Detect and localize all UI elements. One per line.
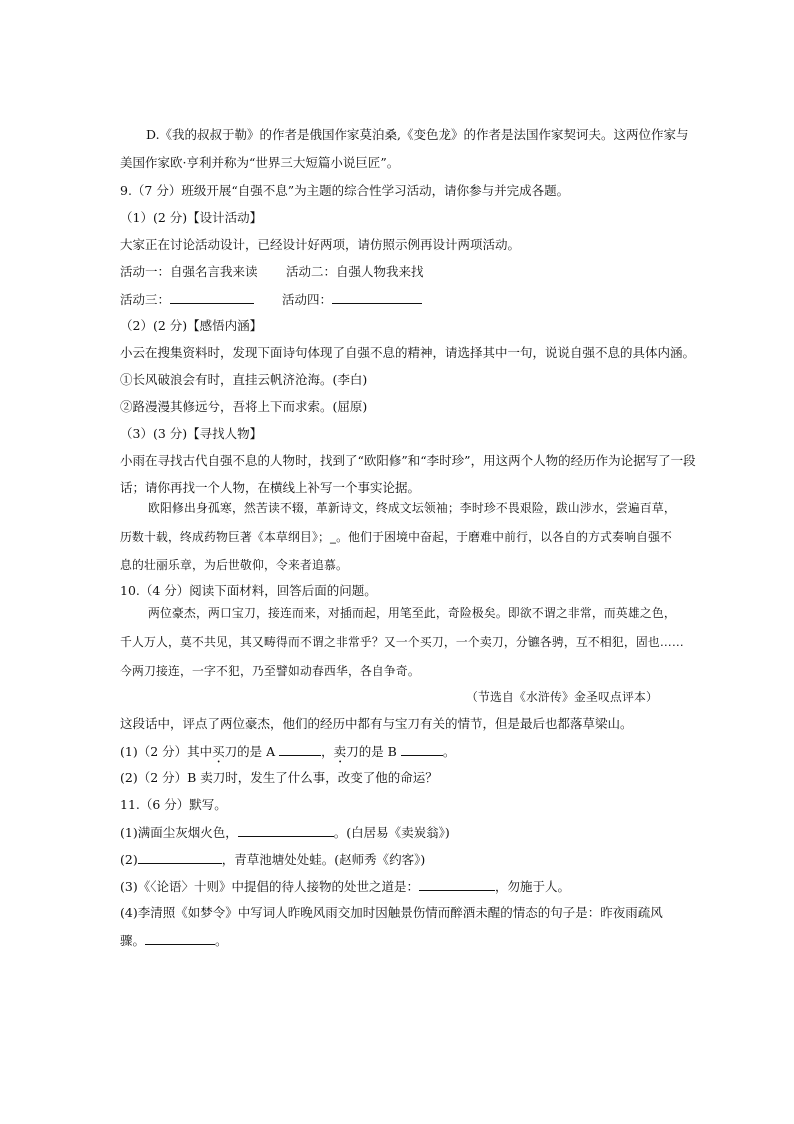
activity-4-label: 活动四： xyxy=(282,292,333,307)
argument-para-line3: 息的壮丽乐章，为后世敬仰，令来者追慕。 xyxy=(120,558,348,572)
activity-3-blank[interactable] xyxy=(170,291,254,304)
q9-part2-title: （2）(2 分)【感悟内涵】 xyxy=(120,318,263,333)
argument-para-line1: 欧阳修出身孤寒，然苦读不辍，革新诗文，终成文坛领袖；李时珍不畏艰险，跋山涉水，尝遍百草， xyxy=(148,501,676,515)
dictation-item-3 xyxy=(120,878,570,895)
sub1-text-a: (1)（2 分）其中 xyxy=(120,744,213,759)
activity-1: 活动一：自强名言我来读 xyxy=(120,264,258,279)
poem-1: ①长风破浪会有时，直挂云帆济沧海。(李白) xyxy=(120,372,368,387)
item2-blank[interactable] xyxy=(138,851,222,864)
material-line3: 今两刀接连，一字不犯，乃至譬如动春西华，各自争奇。 xyxy=(120,664,420,678)
q9-part2-desc: 小云在搜集资料时，发现下面诗句体现了自强不息的精神，请选择其中一句，说说自强不息的具体内涵。 xyxy=(120,345,696,360)
q9-part1-title: （1）(2 分)【设计活动】 xyxy=(120,210,263,225)
option-d-line2: 美国作家欧·亨利并称为“世界三大短篇小说巨匠”。 xyxy=(120,155,400,170)
q11-stem: 11.（6 分）默写。 xyxy=(120,797,227,812)
q9-part3-desc2: 话；请你再找一个人物，在横线上补写一个事实论据。 xyxy=(120,480,421,495)
item3-blank[interactable] xyxy=(419,878,495,891)
q9-stem: 9.（7 分）班级开展“自强不息”为主题的综合性学习活动，请你参与并完成各题。 xyxy=(120,183,570,198)
sub1-emphasis-sell: 卖 xyxy=(333,744,347,759)
item3-text-b: ，勿施于人。 xyxy=(494,879,570,894)
q9-part3-desc1: 小雨在寻找古代自强不息的人物时，找到了“欧阳修”和“李时珍”，用这两个人物的经历作为论据写了一段 xyxy=(120,453,696,468)
sub1-text-f: 刀的是 B xyxy=(346,744,397,759)
dictation-item-4-line2 xyxy=(120,932,228,949)
dictation-item-2 xyxy=(120,851,425,868)
item2-text-b: ，青草池塘处处蛙。(赵师秀《约客》) xyxy=(221,852,426,867)
item4-blank[interactable] xyxy=(145,932,215,945)
q10-sub2: (2)（2 分）B 卖刀时，发生了什么事，改变了他的命运？ xyxy=(120,770,438,785)
activity-2: 活动二：自强人物我来找 xyxy=(286,264,424,279)
item1-text-a: (1)满面尘灰烟火色， xyxy=(120,825,238,840)
item1-text-b: 。(白居易《卖炭翁》) xyxy=(333,825,450,840)
blank-b[interactable] xyxy=(401,743,443,756)
activity-4-blank[interactable] xyxy=(332,291,422,304)
activity-3 xyxy=(120,291,254,308)
item4-text-a: 骤。 xyxy=(120,933,146,948)
activity-3-label: 活动三： xyxy=(120,292,171,307)
poem-2: ②路漫漫其修远兮，吾将上下而求索。(屈原) xyxy=(120,399,368,414)
q10-sub1 xyxy=(120,743,455,766)
q9-part3-title: （3）(3 分)【寻找人物】 xyxy=(120,426,263,441)
option-d-line1: D.《我的叔叔于勒》的作者是俄国作家莫泊桑,《变色龙》的作者是法国作家契诃夫。这两位作家与 xyxy=(146,127,689,142)
sub1-text-c: 刀的是 A xyxy=(224,744,276,759)
material-source: （节选自《水浒传》金圣叹点评本） xyxy=(466,690,658,704)
material-line2: 千人万人，莫不共见，其又畴得而不谓之非常乎？又一个买刀，一个卖刀，分镳各骋，互不相犯，固也…… xyxy=(120,635,684,649)
sub1-text-g: 。 xyxy=(442,744,456,759)
blank-a[interactable] xyxy=(279,743,321,756)
q10-stem: 10.（4 分）阅读下面材料，回答后面的问题。 xyxy=(120,583,377,598)
item2-text-a: (2) xyxy=(120,852,138,867)
argument-para-line2: 历数十载，终成药物巨著《本草纲目》；_。他们于困境中奋起，于磨难中前行，以各自的方式奏响自强不 xyxy=(120,530,673,544)
dictation-item-4-line1: (4)李清照《如梦令》中写词人昨晚风雨交加时因触景伤情而醉酒未醒的情态的句子是：昨夜雨疏风 xyxy=(120,905,663,920)
item1-blank[interactable] xyxy=(238,824,334,837)
q10-desc: 这段话中，评点了两位豪杰，他们的经历中都有与宝刀有关的情节，但是最后也都落草梁山。 xyxy=(120,716,633,731)
item4-text-b: 。 xyxy=(215,933,228,948)
activity-4 xyxy=(282,291,422,308)
q9-part1-desc: 大家正在讨论活动设计，已经设计好两项，请仿照示例再设计两项活动。 xyxy=(120,237,521,252)
item3-text-a: (3)《〈论语〉十则》中提倡的待人接物的处世之道是： xyxy=(120,879,419,894)
sub1-emphasis-buy: 买 xyxy=(212,744,225,759)
dictation-item-1 xyxy=(120,824,450,841)
sub1-text-d: ， xyxy=(321,744,334,759)
material-line1: 两位豪杰，两口宝刀，接连而来，对插而起，用笔至此，奇险极矣。即欲不谓之非常，而英雄之色， xyxy=(148,606,676,620)
